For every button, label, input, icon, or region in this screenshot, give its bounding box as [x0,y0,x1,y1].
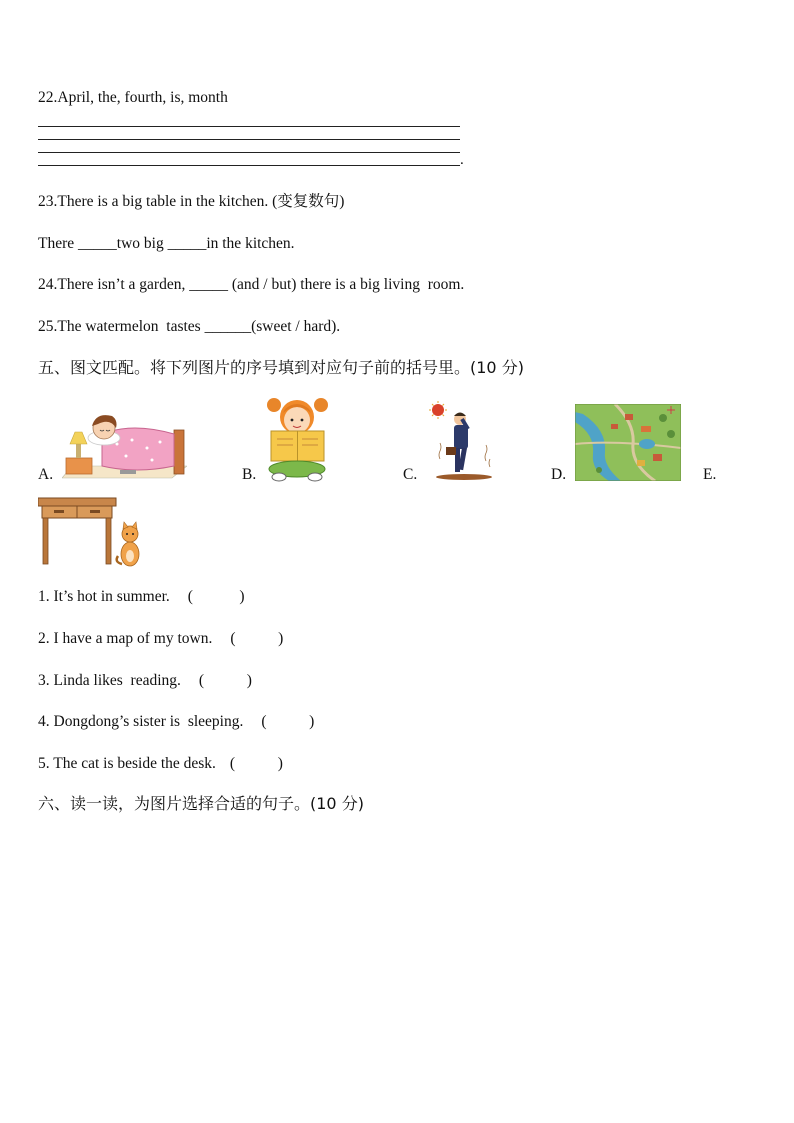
answer-bracket[interactable]: ( ) [261,713,315,730]
answer-bracket[interactable]: ( ) [187,588,245,605]
girl-sleeping-illustration [62,404,187,482]
end-period: . [460,152,464,168]
sentence-3: 3. Linda likes reading. ( ) [38,672,252,689]
picture-label-d: D. [551,466,567,483]
question-23-answer-line: There _____two big _____in the kitchen. [38,235,295,252]
question-25: 25.The watermelon tastes ______(sweet / hard). [38,318,341,335]
answer-rule [38,126,460,127]
answer-rule [38,139,460,140]
answer-bracket[interactable]: ( ) [230,630,284,647]
question-24: 24.There isn’t a garden, _____ (and / but) there is a big living room. [38,276,465,293]
answer-rule [38,152,460,153]
sentence-5: 5. The cat is beside the desk. ( ) [38,755,283,772]
picture-label-b: B. [242,466,257,483]
girl-reading-illustration [265,395,330,482]
answer-bracket[interactable]: ( ) [229,755,283,772]
sentence-4: 4. Dongdong’s sister is sleeping. ( ) [38,713,315,730]
picture-label-c: C. [403,466,418,483]
town-map-illustration [575,404,681,481]
desk-with-cat-illustration [38,496,144,568]
section-5-heading: 五、图文匹配。将下列图片的序号填到对应句子前的括号里。(10 分) [38,358,524,377]
answer-bracket[interactable]: ( ) [198,672,252,689]
picture-label-e: E. [703,466,717,483]
section-6-heading: 六、读一读，为图片选择合适的句子。(10 分) [38,794,364,813]
answer-rule [38,165,460,166]
sentence-1: 1. It’s hot in summer. ( ) [38,588,245,605]
man-sweating-illustration [428,401,500,481]
question-22: 22.April, the, fourth, is, month [38,89,228,106]
picture-label-a: A. [38,466,54,483]
question-23: 23.There is a big table in the kitchen. (变复数句) [38,193,345,210]
sentence-2: 2. I have a map of my town. ( ) [38,630,284,647]
